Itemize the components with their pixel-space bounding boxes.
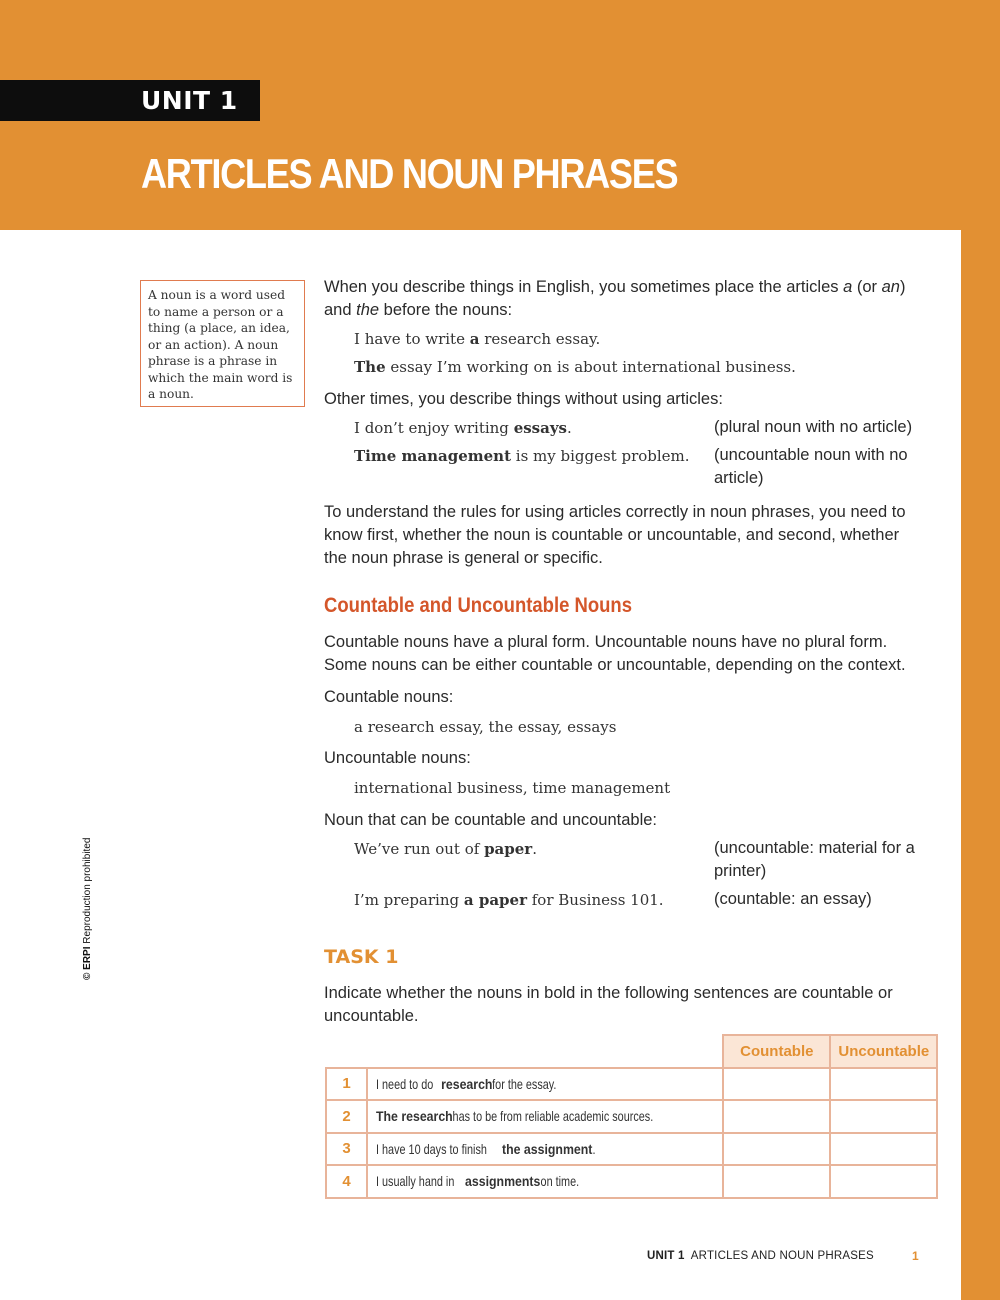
uncountable-answer-cell[interactable] <box>830 1133 937 1166</box>
task-table <box>325 1034 938 1199</box>
footer-unit: UNIT 1 <box>647 1250 685 1262</box>
unit-tab <box>0 80 260 121</box>
column-header-uncountable: Uncountable <box>830 1035 937 1068</box>
copyright-mark: © ERPI <box>82 946 93 980</box>
row-sentence: I need to doresearchfor the essay. <box>367 1068 723 1101</box>
page-body <box>0 230 961 1300</box>
footer-title: ARTICLES AND NOUN PHRASES <box>690 1250 874 1262</box>
copyright-text: Reproduction prohibited <box>82 837 93 944</box>
running-footer <box>647 1250 874 1262</box>
row-sentence: The researchhas to be from reliable academic sources. <box>367 1100 723 1133</box>
table-row <box>326 1068 937 1101</box>
task-title: TASK 1 <box>324 946 399 968</box>
example-note: (uncountable noun with no article) <box>714 446 908 487</box>
example-sentence: I don’t enjoy writing essays. <box>354 419 572 437</box>
example-note: (countable: an essay) <box>714 890 872 908</box>
section-paragraph: Countable nouns have a plural form. Uncountable nouns have no plural form. Some nouns can be either countable or uncountable, depending on the context. <box>324 633 906 674</box>
countable-answer-cell[interactable] <box>723 1133 830 1166</box>
uncountable-answer-cell[interactable] <box>830 1165 937 1198</box>
task-instructions: Indicate whether the nouns in bold in the following sentences are countable or uncountable. <box>324 984 893 1025</box>
example-note: (uncountable: material for a printer) <box>714 839 915 880</box>
table-header-row <box>326 1035 937 1068</box>
uncountable-label: Uncountable nouns: <box>324 749 471 767</box>
intro-paragraph-3: To understand the rules for using articles correctly in noun phrases, you need to know first, whether the noun is countable or uncountable, and second, whether the noun phrase is general or specific. <box>324 503 906 567</box>
example-note: (plural noun with no article) <box>714 418 913 436</box>
table-row <box>326 1165 937 1198</box>
intro-paragraph-2: Other times, you describe things without using articles: <box>324 390 723 408</box>
row-number: 3 <box>326 1133 367 1166</box>
countable-label: Countable nouns: <box>324 688 454 706</box>
sidebar-definition-note: A noun is a word used to name a person or a thing (a place, an idea, or an action). A noun phrase is a phrase in which the main word is a noun. <box>140 280 305 407</box>
example-sentence: The essay I’m working on is about international business. <box>354 358 796 376</box>
column-header-countable: Countable <box>723 1035 830 1068</box>
both-label: Noun that can be countable and uncountable: <box>324 811 658 829</box>
row-number: 1 <box>326 1068 367 1101</box>
copyright-notice <box>82 838 93 980</box>
section-heading: Countable and Uncountable Nouns <box>324 594 632 617</box>
countable-answer-cell[interactable] <box>723 1100 830 1133</box>
countable-examples: a research essay, the essay, essays <box>354 718 617 736</box>
table-row <box>326 1133 937 1166</box>
page-title: ARTICLES AND NOUN PHRASES <box>141 150 678 197</box>
row-number: 4 <box>326 1165 367 1198</box>
row-sentence: I have 10 days to finishthe assignment. <box>367 1133 723 1166</box>
example-sentence: I have to write a research essay. <box>354 330 601 348</box>
row-sentence: I usually hand inassignmentson time. <box>367 1165 723 1198</box>
example-sentence: Time management is my biggest problem. <box>354 447 690 465</box>
row-number: 2 <box>326 1100 367 1133</box>
countable-answer-cell[interactable] <box>723 1165 830 1198</box>
uncountable-examples: international business, time management <box>354 779 671 797</box>
intro-paragraph-1: When you describe things in English, you sometimes place the articles a (or an) and the before the nouns: <box>324 278 906 319</box>
page-number: 1 <box>912 1249 919 1263</box>
uncountable-answer-cell[interactable] <box>830 1100 937 1133</box>
example-sentence: We’ve run out of paper. <box>354 840 537 858</box>
table-header-blank <box>326 1035 723 1068</box>
uncountable-answer-cell[interactable] <box>830 1068 937 1101</box>
table-row <box>326 1100 937 1133</box>
unit-label: UNIT 1 <box>141 86 238 115</box>
example-sentence: I’m preparing a paper for Business 101. <box>354 891 664 909</box>
countable-answer-cell[interactable] <box>723 1068 830 1101</box>
